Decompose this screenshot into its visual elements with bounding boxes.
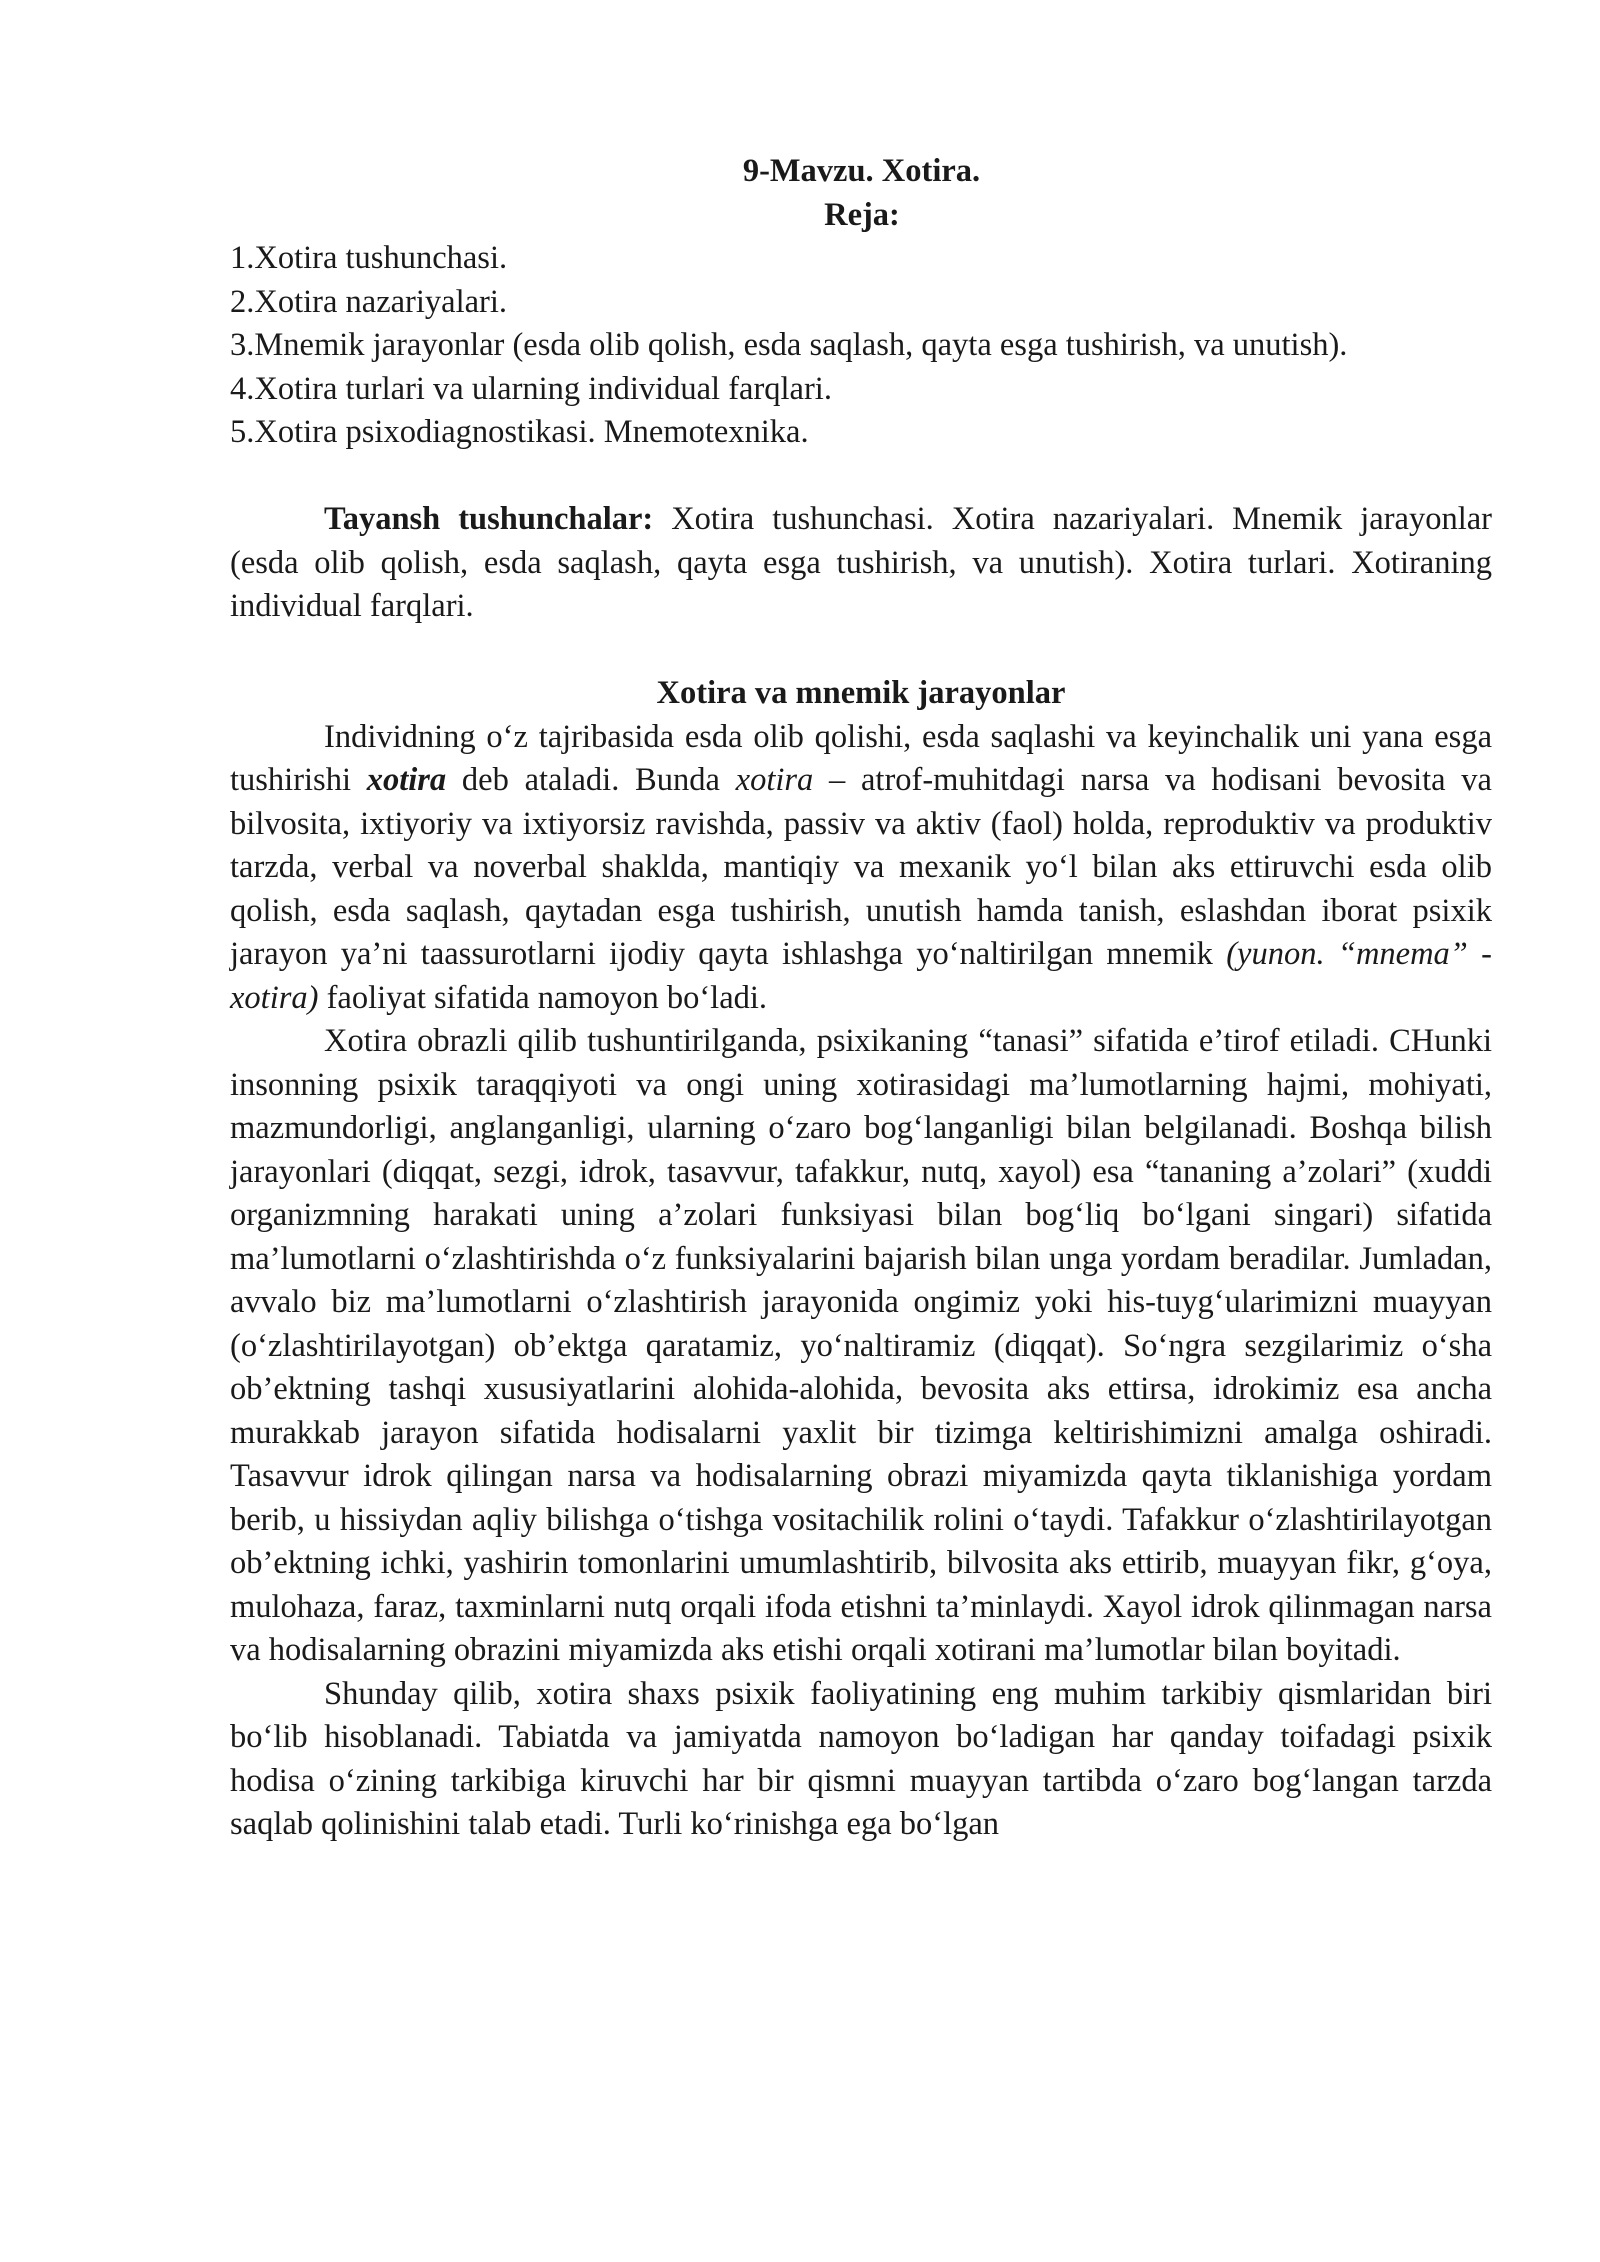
document-page: [230, 150, 1492, 1847]
para1-text-3: – atrof-muhitdagi narsa va hodisani bevosita va bilvosita, ixtiyoriy va ixtiyorsiz ravishda, passiv va aktiv (faol) holda, reproduktiv va produktiv tarzda, verbal va noverbal shaklda, mantiqiy va mexanik yo‘l bilan aks ettiruvchi esda olib qolish, esda saqlash, qaytadan esga tushirish, unutish hamda tanish, eslashdan iborat psixik jarayon ya’ni taassurotlarni ijodiy qayta ishlashga yo‘naltirilgan mnemik: [230, 762, 1492, 972]
paragraph-1: [230, 716, 1492, 1021]
key-concepts-text: Xotira tushunchasi. Xotira nazariyalari. Mnemik jarayonlar (esda olib qolish, esda saqlash, qayta esga tushirish, va unutish). Xotira turlari. Xotiraning individual farqlari.: [230, 501, 1492, 624]
para1-text-1: Individning o‘z tajribasida esda olib qolishi, esda saqlashi va keyinchalik uni yana esga tushirishi: [230, 718, 1492, 798]
para1-text-2: deb ataladi. Bunda: [446, 762, 736, 798]
plan-item: 5.Xotira psixodiagnostikasi. Mnemotexnika.: [230, 414, 809, 450]
document-title: 9-Mavzu. Xotira.: [742, 153, 981, 189]
plan-item: 1.Xotira tushunchasi.: [230, 240, 508, 276]
section-heading: Xotira va mnemik jarayonlar: [656, 675, 1066, 711]
para1-term: xotira: [366, 762, 447, 798]
key-concepts-label: Tayansh tushunchalar:: [324, 501, 654, 537]
plan-heading: Reja:: [824, 196, 900, 233]
para1-text-4: faoliyat sifatida namoyon bo‘ladi.: [318, 979, 768, 1016]
plan-item: 3.Mnemik jarayonlar (esda olib qolish, esda saqlash, qayta esga tushirish, va unutish).: [230, 327, 1348, 363]
paragraph-2: Xotira obrazli qilib tushuntirilganda, psixikaning “tanasi” sifatida e’tirof etiladi. CHunki insonning psixik taraqqiyoti va ongi uning xotirasidagi ma’lumotlarning hajmi, mohiyati, mazmundorligi, anglanganligi, ularning o‘zaro bog‘langanligi bilan belgilanadi. Boshqa bilish jarayonlari (diqqat, sezgi, idrok, tasavvur, tafakkur, nutq, xayol) esa “tananing a’zolari” (xuddi organizmning harakati uning a’zolari funksiyasi bilan bog‘liq bo‘lgani singari) sifatida ma’lumotlarni o‘zlashtirishda o‘z funksiyalarini bajarish bilan unga yordam beradilar. Jumladan, avvalo biz ma’lumotlarni o‘zlashtirish jarayonida ongimiz yoki his-tuyg‘ularimizni muayyan (o‘zlashtirilayotgan) ob’ektga qaratamiz, yo‘naltiramiz (diqqat). So‘ngra sezgilarimiz o‘sha ob’ektning tashqi xususiyatlarini alohida-alohida, bevosita aks ettirsa, idrokimiz esa ancha murakkab jarayon sifatida hodisalarni yaxlit bir tizimga keltirishimizni amalga oshiradi. Tasavvur idrok qilingan narsa va hodisalarning obrazi miyamizda qayta tiklanishiga yordam berib, u hissiydan aqliy bilishga o‘tishga vositachilik rolini o‘taydi. Tafakkur o‘zlashtirilayotgan ob’ektning ichki, yashirin tomonlarini umumlashtirib, bilvosita aks ettirib, muayyan fikr, g‘oya, mulohaza, faraz, taxminlarni nutq orqali ifoda etishni ta’minlaydi. Xayol idrok qilinmagan narsa va hodisalarning obrazini miyamizda aks etishi orqali xotirani ma’lumotlar bilan boyitadi.: [230, 1023, 1492, 1668]
para1-etymology: (yunon. “mnema” - xotira): [230, 936, 1492, 1016]
plan-list: [230, 237, 1492, 455]
plan-item: 2.Xotira nazariyalari.: [230, 283, 508, 320]
key-concepts: [230, 498, 1492, 629]
plan-item: 4.Xotira turlari va ularning individual farqlari.: [230, 370, 832, 407]
paragraph-3: Shunday qilib, xotira shaxs psixik faoliyatining eng muhim tarkibiy qismlaridan biri bo‘lib hisoblanadi. Tabiatda va jamiyatda namoyon bo‘ladigan har qanday toifadagi psixik hodisa o‘zining tarkibiga kiruvchi har bir qismni muayyan tartibda o‘zaro bog‘langan tarzda saqlab qolinishini talab etadi. Turli ko‘rinishga ega bo‘lgan: [230, 1675, 1492, 1842]
para1-term-2: xotira: [735, 762, 814, 798]
